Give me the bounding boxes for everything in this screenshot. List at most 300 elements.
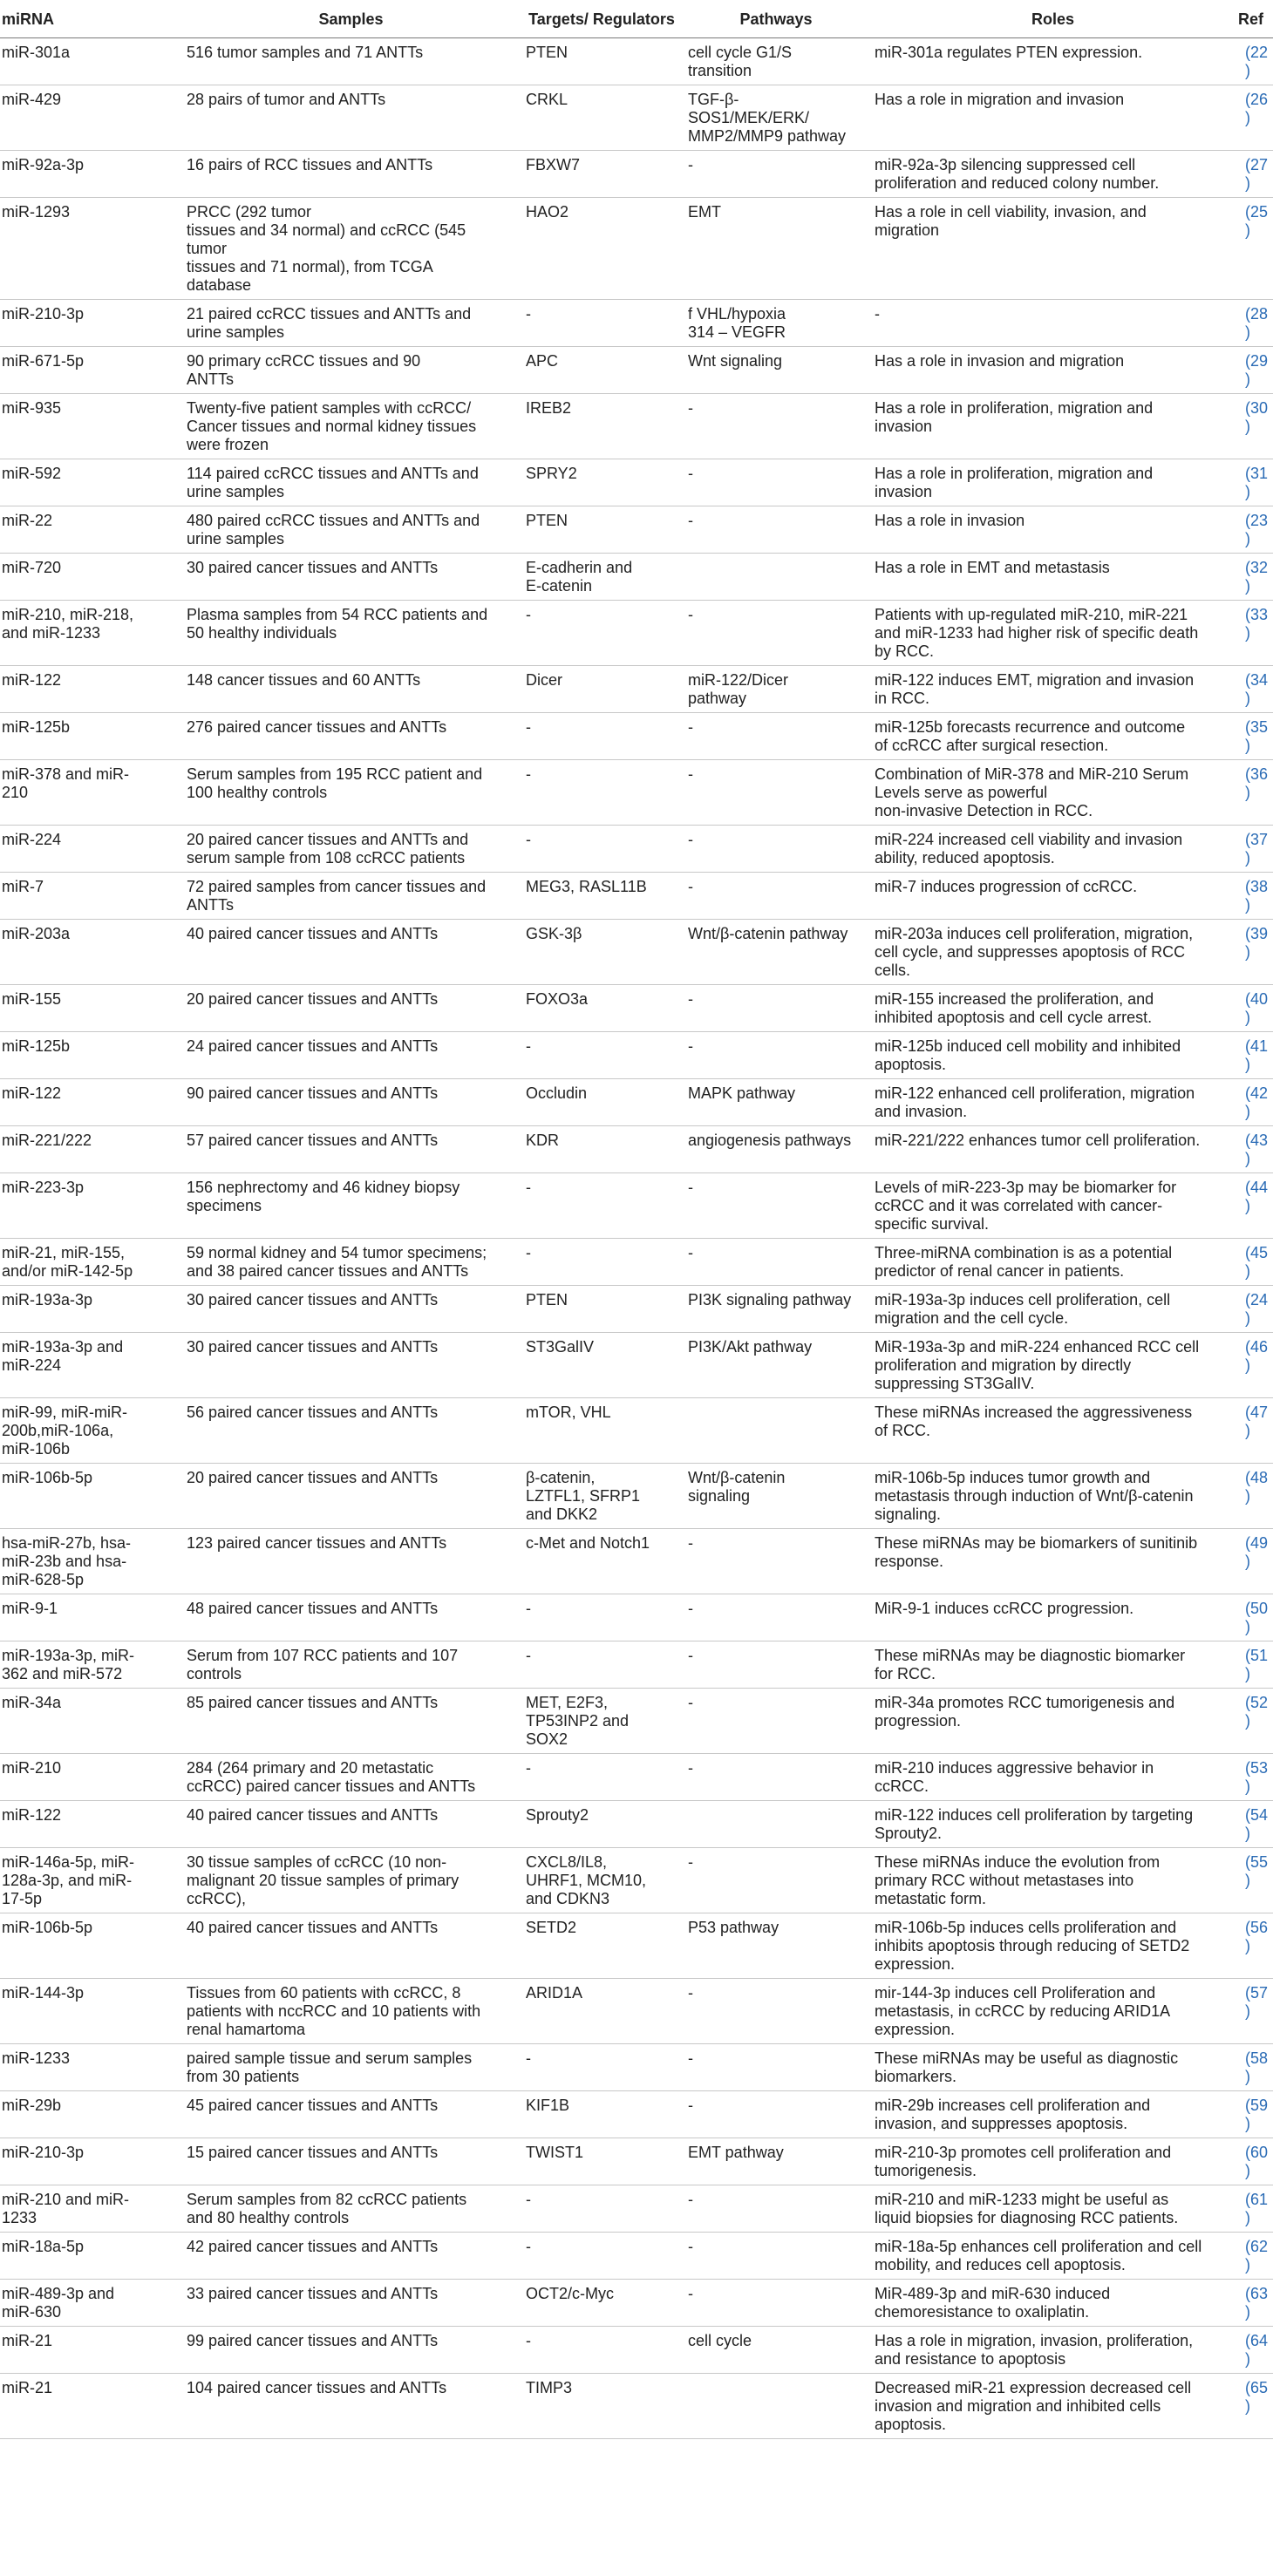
table-row [0,2138,1273,2185]
header-mirna: miRNA [0,0,181,38]
cell-pathways: PI3K signaling pathway [683,1286,869,1333]
cell-mirna: miR-122 [0,1079,181,1126]
cell-roles: Combination of MiR-378 and MiR-210 Serum Levels serve as powerful non-invasive Detection in RCC. [869,760,1236,826]
cell-roles: miR-193a-3p induces cell proliferation, cell migration and the cell cycle. [869,1286,1236,1333]
cell-targets: SPRY2 [521,459,683,506]
cell-targets: - [521,601,683,666]
cell-targets: - [521,760,683,826]
cell-ref: (56) [1236,1913,1273,1979]
table-row [0,2044,1273,2091]
cell-samples: 30 paired cancer tissues and ANTTs [181,1333,521,1398]
cell-targets: KDR [521,1126,683,1173]
cell-ref: (45) [1236,1239,1273,1286]
cell-pathways [683,1801,869,1848]
table-row [0,1689,1273,1754]
cell-roles: MiR-489-3p and miR-630 induced chemoresistance to oxaliplatin. [869,2280,1236,2327]
cell-ref: (34) [1236,666,1273,713]
cell-ref: (58) [1236,2044,1273,2091]
cell-roles: miR-210-3p promotes cell proliferation and tumorigenesis. [869,2138,1236,2185]
cell-targets: FBXW7 [521,151,683,198]
table-row [0,1641,1273,1689]
cell-targets: E-cadherin and E-catenin [521,554,683,601]
table-row [0,151,1273,198]
cell-targets: mTOR, VHL [521,1398,683,1464]
cell-ref: (24) [1236,1286,1273,1333]
cell-samples: 24 paired cancer tissues and ANTTs [181,1032,521,1079]
cell-ref: (22) [1236,38,1273,85]
cell-pathways: Wnt/β-catenin signaling [683,1464,869,1529]
cell-ref: (27) [1236,151,1273,198]
cell-ref: (30) [1236,394,1273,459]
table-row [0,1032,1273,1079]
cell-samples: 276 paired cancer tissues and ANTTs [181,713,521,760]
cell-roles: miR-34a promotes RCC tumorigenesis and progression. [869,1689,1236,1754]
table-row [0,198,1273,300]
cell-roles: Has a role in invasion and migration [869,347,1236,394]
cell-mirna: miR-221/222 [0,1126,181,1173]
cell-samples: 516 tumor samples and 71 ANTTs [181,38,521,85]
cell-roles: miR-221/222 enhances tumor cell proliferation. [869,1126,1236,1173]
cell-mirna: miR-125b [0,713,181,760]
cell-samples: 45 paired cancer tissues and ANTTs [181,2091,521,2138]
cell-pathways: - [683,1848,869,1913]
cell-ref: (59) [1236,2091,1273,2138]
table-row [0,920,1273,985]
cell-roles: Decreased miR-21 expression decreased cell invasion and migration and inhibited cells apoptosis. [869,2374,1236,2439]
cell-pathways: - [683,394,869,459]
cell-ref: (32) [1236,554,1273,601]
cell-ref: (23) [1236,506,1273,554]
table-row [0,394,1273,459]
cell-ref: (62) [1236,2233,1273,2280]
cell-ref: (54) [1236,1801,1273,1848]
cell-targets: APC [521,347,683,394]
cell-ref: (65) [1236,2374,1273,2439]
cell-mirna: miR-210-3p [0,2138,181,2185]
cell-targets: c-Met and Notch1 [521,1529,683,1594]
cell-targets: KIF1B [521,2091,683,2138]
cell-samples: 90 paired cancer tissues and ANTTs [181,1079,521,1126]
cell-mirna: miR-122 [0,666,181,713]
cell-pathways: - [683,601,869,666]
cell-roles: Levels of miR-223-3p may be biomarker for ccRCC and it was correlated with cancer- specific survival. [869,1173,1236,1239]
cell-ref: (47) [1236,1398,1273,1464]
cell-mirna: miR-21 [0,2327,181,2374]
cell-pathways: - [683,506,869,554]
cell-pathways: - [683,1754,869,1801]
cell-roles: These miRNAs may be biomarkers of sunitinib response. [869,1529,1236,1594]
cell-samples: Plasma samples from 54 RCC patients and 50 healthy individuals [181,601,521,666]
cell-mirna: miR-92a-3p [0,151,181,198]
cell-ref: (28) [1236,300,1273,347]
cell-mirna: miR-29b [0,2091,181,2138]
cell-roles: - [869,300,1236,347]
cell-samples: PRCC (292 tumor tissues and 34 normal) and ccRCC (545 tumor tissues and 71 normal), from TCGA database [181,198,521,300]
cell-targets: - [521,1173,683,1239]
cell-targets: Dicer [521,666,683,713]
cell-roles: miR-210 and miR-1233 might be useful as liquid biopsies for diagnosing RCC patients. [869,2185,1236,2233]
cell-mirna: hsa-miR-27b, hsa- miR-23b and hsa- miR-628-5p [0,1529,181,1594]
cell-targets: PTEN [521,506,683,554]
table-row [0,1594,1273,1641]
cell-roles: miR-224 increased cell viability and invasion ability, reduced apoptosis. [869,826,1236,873]
cell-pathways: Wnt signaling [683,347,869,394]
cell-roles: Has a role in proliferation, migration and invasion [869,459,1236,506]
cell-mirna: miR-1293 [0,198,181,300]
cell-roles: Has a role in EMT and metastasis [869,554,1236,601]
table-row [0,459,1273,506]
cell-mirna: miR-592 [0,459,181,506]
table-row [0,985,1273,1032]
header-ref: Ref [1236,0,1273,38]
cell-roles: These miRNAs may be diagnostic biomarker for RCC. [869,1641,1236,1689]
cell-samples: 480 paired ccRCC tissues and ANTTs and urine samples [181,506,521,554]
table-row [0,1754,1273,1801]
cell-targets: CXCL8/IL8, UHRF1, MCM10, and CDKN3 [521,1848,683,1913]
cell-ref: (64) [1236,2327,1273,2374]
cell-targets: CRKL [521,85,683,151]
cell-roles: MiR-9-1 induces ccRCC progression. [869,1594,1236,1641]
cell-ref: (61) [1236,2185,1273,2233]
cell-roles: miR-106b-5p induces cells proliferation and inhibits apoptosis through reducing of SETD2 expression. [869,1913,1236,1979]
cell-targets: - [521,1641,683,1689]
cell-targets: PTEN [521,1286,683,1333]
header-row [0,0,1273,38]
cell-samples: Twenty-five patient samples with ccRCC/ Cancer tissues and normal kidney tissues were frozen [181,394,521,459]
cell-mirna: miR-210, miR-218, and miR-1233 [0,601,181,666]
cell-mirna: miR-489-3p and miR-630 [0,2280,181,2327]
table-row [0,1173,1273,1239]
cell-targets: - [521,1594,683,1641]
cell-mirna: miR-22 [0,506,181,554]
cell-ref: (33) [1236,601,1273,666]
cell-pathways: angiogenesis pathways [683,1126,869,1173]
cell-ref: (36) [1236,760,1273,826]
cell-mirna: miR-125b [0,1032,181,1079]
cell-mirna: miR-7 [0,873,181,920]
cell-samples: Tissues from 60 patients with ccRCC, 8 patients with nccRCC and 10 patients with renal hamartoma [181,1979,521,2044]
header-targets: Targets/ Regulators [521,0,683,38]
cell-pathways: Wnt/β-catenin pathway [683,920,869,985]
cell-pathways: - [683,985,869,1032]
cell-pathways: - [683,1979,869,2044]
cell-pathways: - [683,1529,869,1594]
cell-targets: FOXO3a [521,985,683,1032]
cell-mirna: miR-106b-5p [0,1913,181,1979]
cell-mirna: miR-146a-5p, miR- 128a-3p, and miR- 17-5p [0,1848,181,1913]
cell-pathways: EMT pathway [683,2138,869,2185]
cell-mirna: miR-224 [0,826,181,873]
cell-mirna: miR-122 [0,1801,181,1848]
cell-roles: miR-155 increased the proliferation, and inhibited apoptosis and cell cycle arrest. [869,985,1236,1032]
cell-samples: 59 normal kidney and 54 tumor specimens; and 38 paired cancer tissues and ANTTs [181,1239,521,1286]
cell-samples: 40 paired cancer tissues and ANTTs [181,1913,521,1979]
cell-ref: (50) [1236,1594,1273,1641]
cell-ref: (31) [1236,459,1273,506]
table-row [0,1239,1273,1286]
cell-targets: - [521,2044,683,2091]
cell-samples: 20 paired cancer tissues and ANTTs and serum sample from 108 ccRCC patients [181,826,521,873]
cell-samples: 90 primary ccRCC tissues and 90 ANTTs [181,347,521,394]
cell-pathways: - [683,2044,869,2091]
cell-mirna: miR-210 [0,1754,181,1801]
table-row [0,666,1273,713]
cell-pathways: MAPK pathway [683,1079,869,1126]
cell-samples: 16 pairs of RCC tissues and ANTTs [181,151,521,198]
cell-samples: 57 paired cancer tissues and ANTTs [181,1126,521,1173]
cell-ref: (35) [1236,713,1273,760]
table-row [0,2280,1273,2327]
cell-roles: MiR-193a-3p and miR-224 enhanced RCC cell proliferation and migration by directly suppressing ST3GalIV. [869,1333,1236,1398]
cell-pathways: EMT [683,198,869,300]
cell-roles: These miRNAs may be useful as diagnostic biomarkers. [869,2044,1236,2091]
cell-roles: Patients with up-regulated miR-210, miR-221 and miR-1233 had higher risk of specific death by RCC. [869,601,1236,666]
cell-ref: (40) [1236,985,1273,1032]
table-row [0,1913,1273,1979]
cell-targets: β-catenin, LZTFL1, SFRP1 and DKK2 [521,1464,683,1529]
cell-ref: (57) [1236,1979,1273,2044]
table-body [0,38,1273,2439]
table-row [0,1801,1273,1848]
cell-mirna: miR-203a [0,920,181,985]
cell-samples: Serum samples from 195 RCC patient and 100 healthy controls [181,760,521,826]
cell-roles: Has a role in invasion [869,506,1236,554]
cell-targets: IREB2 [521,394,683,459]
cell-pathways [683,2374,869,2439]
cell-pathways: - [683,1173,869,1239]
cell-targets: GSK-3β [521,920,683,985]
table-row [0,506,1273,554]
cell-pathways: cell cycle G1/S transition [683,38,869,85]
cell-roles: These miRNAs increased the aggressiveness of RCC. [869,1398,1236,1464]
cell-samples: 104 paired cancer tissues and ANTTs [181,2374,521,2439]
cell-samples: Serum samples from 82 ccRCC patients and 80 healthy controls [181,2185,521,2233]
cell-samples: 48 paired cancer tissues and ANTTs [181,1594,521,1641]
cell-roles: Has a role in proliferation, migration and invasion [869,394,1236,459]
cell-targets: OCT2/c-Myc [521,2280,683,2327]
cell-samples: 28 pairs of tumor and ANTTs [181,85,521,151]
cell-targets: - [521,1754,683,1801]
cell-pathways: - [683,1689,869,1754]
cell-ref: (39) [1236,920,1273,985]
cell-targets: - [521,1032,683,1079]
cell-samples: 20 paired cancer tissues and ANTTs [181,985,521,1032]
cell-ref: (37) [1236,826,1273,873]
cell-pathways [683,1398,869,1464]
table-row [0,38,1273,85]
cell-mirna: miR-21 [0,2374,181,2439]
cell-pathways: PI3K/Akt pathway [683,1333,869,1398]
table-row [0,1464,1273,1529]
cell-pathways: - [683,826,869,873]
cell-ref: (43) [1236,1126,1273,1173]
table-row [0,2185,1273,2233]
cell-ref: (38) [1236,873,1273,920]
cell-roles: miR-92a-3p silencing suppressed cell proliferation and reduced colony number. [869,151,1236,198]
table-row [0,1333,1273,1398]
cell-targets: - [521,2327,683,2374]
cell-pathways: - [683,1032,869,1079]
cell-samples: 40 paired cancer tissues and ANTTs [181,920,521,985]
cell-ref: (41) [1236,1032,1273,1079]
cell-pathways: - [683,873,869,920]
header-samples: Samples [181,0,521,38]
cell-mirna: miR-935 [0,394,181,459]
cell-ref: (55) [1236,1848,1273,1913]
cell-ref: (60) [1236,2138,1273,2185]
table-row [0,1286,1273,1333]
cell-samples: 20 paired cancer tissues and ANTTs [181,1464,521,1529]
cell-ref: (25) [1236,198,1273,300]
cell-ref: (63) [1236,2280,1273,2327]
cell-roles: These miRNAs induce the evolution from primary RCC without metastases into metastatic form. [869,1848,1236,1913]
cell-roles: Has a role in migration, invasion, proliferation, and resistance to apoptosis [869,2327,1236,2374]
cell-samples: 40 paired cancer tissues and ANTTs [181,1801,521,1848]
table-row [0,826,1273,873]
cell-pathways: miR-122/Dicer pathway [683,666,869,713]
cell-ref: (26) [1236,85,1273,151]
cell-pathways: - [683,1641,869,1689]
cell-mirna: miR-210-3p [0,300,181,347]
cell-samples: 42 paired cancer tissues and ANTTs [181,2233,521,2280]
cell-pathways: - [683,459,869,506]
cell-targets: MEG3, RASL11B [521,873,683,920]
cell-roles: miR-122 induces EMT, migration and invasion in RCC. [869,666,1236,713]
table-row [0,1079,1273,1126]
table-row [0,2233,1273,2280]
cell-targets: - [521,826,683,873]
table-row [0,300,1273,347]
cell-targets: - [521,1239,683,1286]
cell-roles: miR-29b increases cell proliferation and invasion, and suppresses apoptosis. [869,2091,1236,2138]
cell-ref: (42) [1236,1079,1273,1126]
cell-targets: - [521,2233,683,2280]
cell-samples: 114 paired ccRCC tissues and ANTTs and urine samples [181,459,521,506]
cell-roles: Has a role in cell viability, invasion, and migration [869,198,1236,300]
cell-samples: 284 (264 primary and 20 metastatic ccRCC) paired cancer tissues and ANTTs [181,1754,521,1801]
cell-targets: - [521,300,683,347]
cell-mirna: miR-1233 [0,2044,181,2091]
cell-mirna: miR-193a-3p [0,1286,181,1333]
cell-pathways: - [683,1239,869,1286]
cell-ref: (48) [1236,1464,1273,1529]
cell-roles: mir-144-3p induces cell Proliferation and metastasis, in ccRCC by reducing ARID1A expression. [869,1979,1236,2044]
cell-ref: (46) [1236,1333,1273,1398]
cell-targets: ARID1A [521,1979,683,2044]
table-row [0,1979,1273,2044]
cell-samples: 85 paired cancer tissues and ANTTs [181,1689,521,1754]
cell-samples: 21 paired ccRCC tissues and ANTTs and urine samples [181,300,521,347]
cell-mirna: miR-9-1 [0,1594,181,1641]
cell-roles: miR-7 induces progression of ccRCC. [869,873,1236,920]
table-row [0,1529,1273,1594]
cell-targets: Sprouty2 [521,1801,683,1848]
cell-samples: Serum from 107 RCC patients and 107 controls [181,1641,521,1689]
table-header [0,0,1273,38]
table-row [0,873,1273,920]
header-roles: Roles [869,0,1236,38]
cell-samples: 156 nephrectomy and 46 kidney biopsy specimens [181,1173,521,1239]
cell-mirna: miR-429 [0,85,181,151]
cell-samples: 123 paired cancer tissues and ANTTs [181,1529,521,1594]
cell-mirna: miR-18a-5p [0,2233,181,2280]
cell-mirna: miR-193a-3p and miR-224 [0,1333,181,1398]
cell-samples: paired sample tissue and serum samples from 30 patients [181,2044,521,2091]
table-row [0,1848,1273,1913]
cell-pathways: cell cycle [683,2327,869,2374]
cell-pathways: f VHL/hypoxia 314 – VEGFR [683,300,869,347]
cell-samples: 30 tissue samples of ccRCC (10 non- malignant 20 tissue samples of primary ccRCC), [181,1848,521,1913]
cell-roles: miR-301a regulates PTEN expression. [869,38,1236,85]
cell-pathways [683,554,869,601]
cell-mirna: miR-21, miR-155, and/or miR-142-5p [0,1239,181,1286]
cell-mirna: miR-34a [0,1689,181,1754]
cell-roles: miR-106b-5p induces tumor growth and metastasis through induction of Wnt/β-catenin signaling. [869,1464,1236,1529]
table-row [0,1126,1273,1173]
cell-roles: miR-18a-5p enhances cell proliferation and cell mobility, and reduces cell apoptosis. [869,2233,1236,2280]
cell-ref: (29) [1236,347,1273,394]
cell-targets: TWIST1 [521,2138,683,2185]
cell-mirna: miR-99, miR-miR- 200b,miR-106a, miR-106b [0,1398,181,1464]
table-row [0,713,1273,760]
table-row [0,601,1273,666]
cell-mirna: miR-223-3p [0,1173,181,1239]
header-pathways: Pathways [683,0,869,38]
cell-mirna: miR-193a-3p, miR- 362 and miR-572 [0,1641,181,1689]
cell-pathways: - [683,2185,869,2233]
cell-targets: SETD2 [521,1913,683,1979]
cell-pathways: - [683,2091,869,2138]
cell-pathways: - [683,2233,869,2280]
cell-samples: 33 paired cancer tissues and ANTTs [181,2280,521,2327]
cell-roles: miR-125b induced cell mobility and inhibited apoptosis. [869,1032,1236,1079]
cell-pathways: P53 pathway [683,1913,869,1979]
cell-pathways: - [683,2280,869,2327]
cell-pathways: TGF-β- SOS1/MEK/ERK/ MMP2/MMP9 pathway [683,85,869,151]
table-row [0,2374,1273,2439]
cell-mirna: miR-106b-5p [0,1464,181,1529]
cell-samples: 56 paired cancer tissues and ANTTs [181,1398,521,1464]
table-row [0,760,1273,826]
table-row [0,2327,1273,2374]
cell-mirna: miR-378 and miR- 210 [0,760,181,826]
cell-pathways: - [683,1594,869,1641]
cell-targets: TIMP3 [521,2374,683,2439]
cell-samples: 30 paired cancer tissues and ANTTs [181,554,521,601]
cell-targets: PTEN [521,38,683,85]
table-row [0,554,1273,601]
cell-samples: 148 cancer tissues and 60 ANTTs [181,666,521,713]
cell-samples: 72 paired samples from cancer tissues and ANTTs [181,873,521,920]
table-row [0,1398,1273,1464]
cell-samples: 99 paired cancer tissues and ANTTs [181,2327,521,2374]
cell-roles: Three-miRNA combination is as a potential predictor of renal cancer in patients. [869,1239,1236,1286]
cell-mirna: miR-720 [0,554,181,601]
table-row [0,85,1273,151]
cell-roles: miR-125b forecasts recurrence and outcome of ccRCC after surgical resection. [869,713,1236,760]
cell-targets: - [521,2185,683,2233]
cell-samples: 15 paired cancer tissues and ANTTs [181,2138,521,2185]
cell-ref: (49) [1236,1529,1273,1594]
cell-roles: miR-210 induces aggressive behavior in ccRCC. [869,1754,1236,1801]
cell-pathways: - [683,151,869,198]
cell-targets: MET, E2F3, TP53INP2 and SOX2 [521,1689,683,1754]
cell-roles: miR-122 enhanced cell proliferation, migration and invasion. [869,1079,1236,1126]
cell-mirna: miR-155 [0,985,181,1032]
cell-mirna: miR-301a [0,38,181,85]
cell-targets: ST3GalIV [521,1333,683,1398]
cell-samples: 30 paired cancer tissues and ANTTs [181,1286,521,1333]
